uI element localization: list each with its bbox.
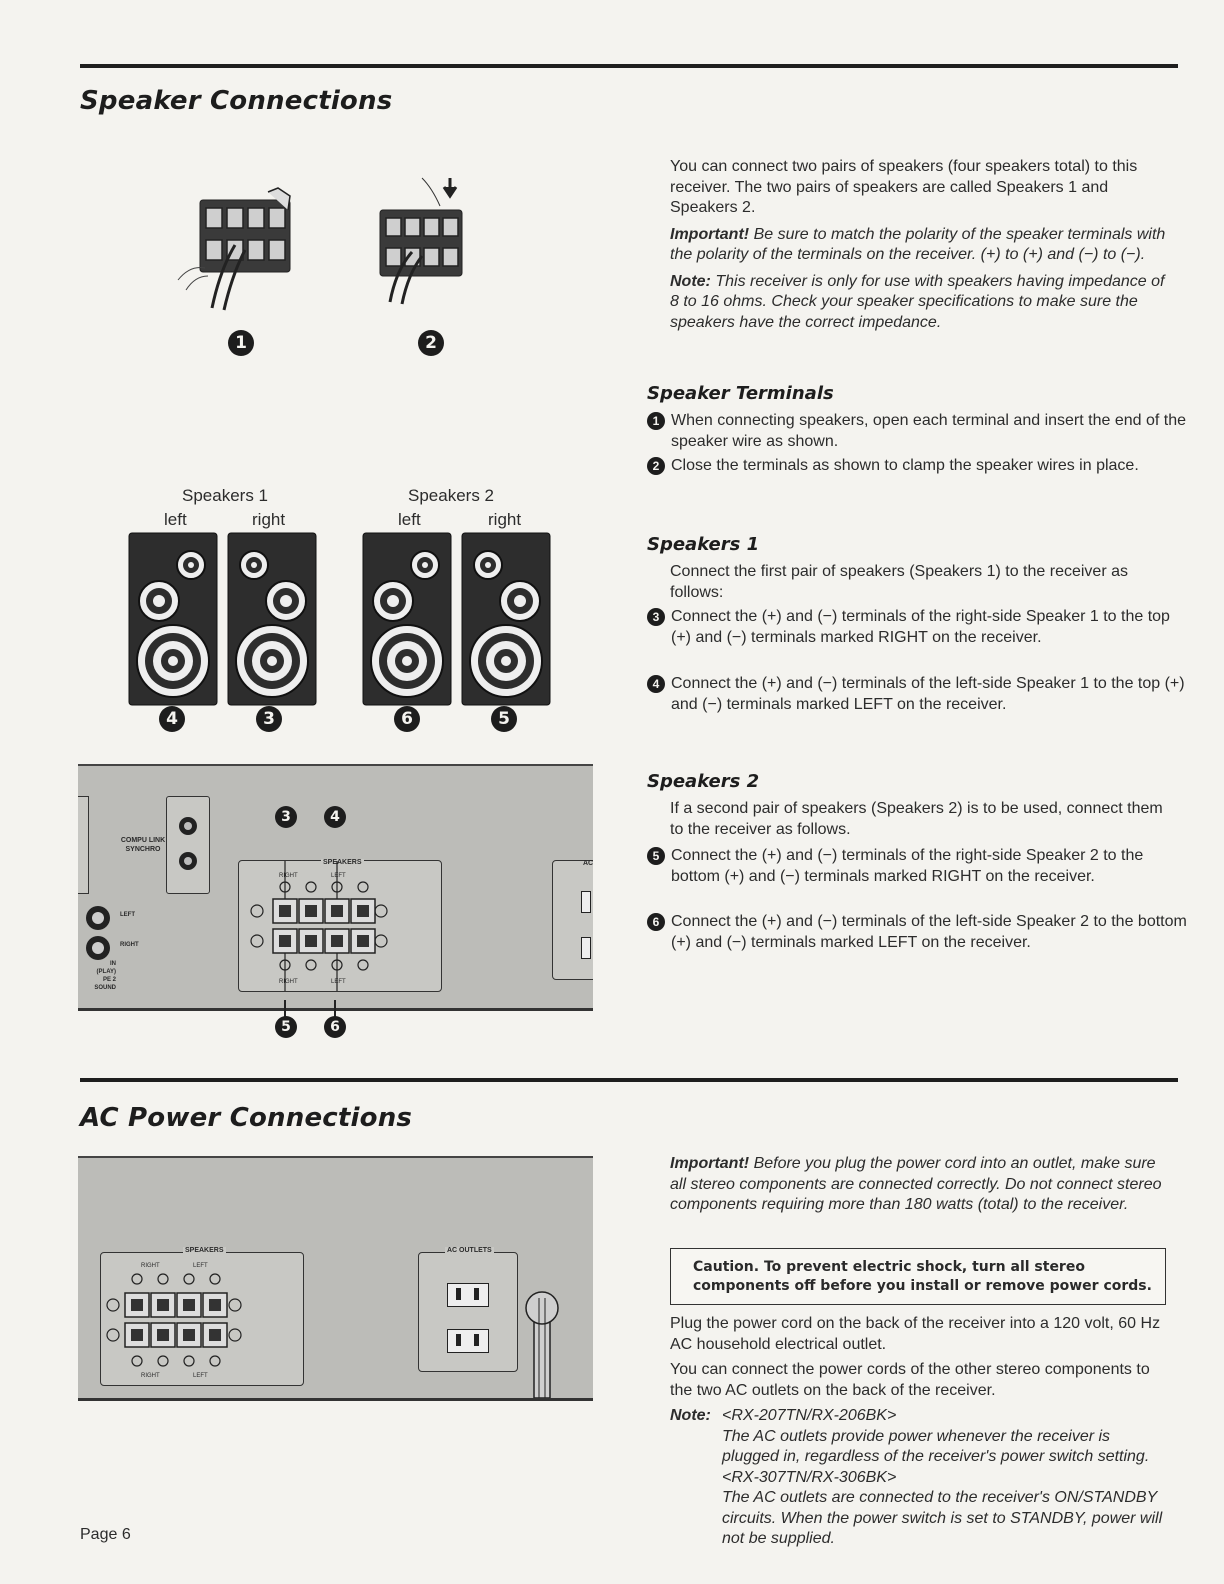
terminal-right-label-bottom: RIGHT: [279, 979, 298, 985]
speaker-intro: You can connect two pairs of speakers (four speakers total) to this receiver. The two pairs of speakers are called Speakers 1 and Speakers 2. Important! Be sure to match the polarity of the speaker terminals with the polarity of the terminals on the receiver. (+) to (+) and (−) to (−). Note: This receiver is only for use with speakers having impedance of 8 to 16 ohms. Check your speaker specifications to make sure the speakers have the correct impedance.: [670, 157, 1166, 333]
impedance-note: Note: This receiver is only for use with speakers having impedance of 8 to 16 ohms. Check your speaker specifications to make sure the speakers have the correct impedance.: [670, 272, 1165, 331]
panel-left-edge: [78, 796, 89, 894]
ac-outlet-edge: AC: [552, 860, 593, 980]
ac-note-body: <RX-207TN/RX-206BK> The AC outlets provide power whenever the receiver is plugged in, regardless of the receiver's power switch setting. <RX-307TN/RX-306BK> The AC outlets are connected to the receiver's ON/STANDBY circuits. When the power switch is set to STANDBY, power will not be supplied.: [722, 1407, 1163, 1547]
heading-speaker-terminals: Speaker Terminals: [647, 383, 834, 404]
section-title-ac-power: AC Power Connections: [80, 1103, 413, 1133]
ac-para-1: Plug the power cord on the back of the receiver into a 120 volt, 60 Hz AC household electrical outlet.: [670, 1315, 1161, 1353]
terminal-left-label-ac-bottom: LEFT: [193, 1373, 208, 1379]
callout-2: 2: [418, 330, 444, 356]
callout-5: 5: [491, 706, 517, 732]
step-5: 5 Connect the (+) and (−) terminals of the right-side Speaker 2 to the bottom (+) and (−) terminals marked RIGHT on the receiver.: [647, 846, 1191, 887]
outlet-2: [447, 1329, 489, 1353]
terminal-right-label-ac: RIGHT: [141, 1263, 160, 1269]
important-note: Important! Be sure to match the polarity of the speaker terminals with the polarity of the terminals on the receiver. (+) to (+) and (−) to (−).: [670, 225, 1166, 263]
receiver-back-panel-ac: [78, 1156, 593, 1401]
speaker-left-label: left: [398, 510, 421, 529]
tape-in-label: IN (PLAY) PE 2 SOUND: [94, 961, 116, 991]
page-number: Page 6: [80, 1526, 131, 1543]
compu-link-label: COMPU LINK SYNCHRO: [120, 837, 166, 853]
speaker-right-label: right: [488, 510, 522, 529]
rca-right-label: RIGHT: [120, 942, 139, 948]
callout-1: 1: [228, 330, 254, 356]
ac-note-label: Note:: [670, 1407, 711, 1424]
outlet-1: [447, 1283, 489, 1307]
speakers-panel-label-ac: SPEAKERS: [185, 1247, 224, 1254]
speakers-illustration: [128, 532, 552, 708]
callout-3: 3: [256, 706, 282, 732]
mid-rule: [80, 1078, 1178, 1082]
callout-5-panel: 5: [275, 1016, 297, 1038]
step-4: 4 Connect the (+) and (−) terminals of the left-side Speaker 1 to the top (+) and (−) terminals marked LEFT on the receiver.: [647, 674, 1191, 715]
callout-3-panel: 3: [275, 806, 297, 828]
speaker-left-label: left: [164, 510, 187, 529]
speakers1-intro: Connect the first pair of speakers (Speakers 1) to the receiver as follows:: [670, 563, 1128, 601]
callout-4: 4: [159, 706, 185, 732]
terminal-right-label: RIGHT: [279, 873, 298, 879]
power-cord: [522, 1290, 562, 1398]
heading-speakers-1: Speakers 1: [647, 534, 760, 555]
speaker-right-label: right: [252, 510, 286, 529]
rca-left-label: LEFT: [120, 912, 135, 918]
caution-box: Caution. To prevent electric shock, turn all stereo components off before you install or remove power cords.: [670, 1248, 1166, 1305]
ac-outlets-panel: [418, 1247, 518, 1372]
speakers2-label: Speakers 2: [408, 486, 494, 505]
ac-outlets-label: AC OUTLETS: [447, 1247, 492, 1254]
terminal-left-label-bottom: LEFT: [331, 979, 346, 985]
ac-important: Important! Before you plug the power cord into an outlet, make sure all stereo components are connected correctly. Do not connect stereo components requiring more than 180 watts (total) to the receiver.: [670, 1155, 1162, 1213]
speaker-terminal-panel: [238, 860, 442, 992]
step-6: 6 Connect the (+) and (−) terminals of the left-side Speaker 2 to the bottom (+) and (−) terminals marked LEFT on the receiver.: [647, 912, 1191, 953]
terminal-left-label: LEFT: [331, 873, 346, 879]
speakers-panel-label: SPEAKERS: [323, 859, 362, 866]
step-1: 1 When connecting speakers, open each terminal and insert the end of the speaker wire as shown.: [647, 411, 1191, 452]
callout-6: 6: [394, 706, 420, 732]
compu-link-jacks: [166, 796, 210, 894]
speakers1-label: Speakers 1: [182, 486, 268, 505]
step-2: 2 Close the terminals as shown to clamp the speaker wires in place.: [647, 456, 1191, 477]
speaker-terminal-panel-ac: [100, 1247, 304, 1386]
step-3: 3 Connect the (+) and (−) terminals of the right-side Speaker 1 to the top (+) and (−) terminals marked RIGHT on the receiver.: [647, 607, 1191, 648]
section-title-speaker-connections: Speaker Connections: [80, 86, 393, 116]
heading-speakers-2: Speakers 2: [647, 771, 760, 792]
terminal-illustration: [150, 170, 510, 360]
terminal-left-label-ac: LEFT: [193, 1263, 208, 1269]
callout-6-panel: 6: [324, 1016, 346, 1038]
terminal-right-label-ac-bottom: RIGHT: [141, 1373, 160, 1379]
callout-4-panel: 4: [324, 806, 346, 828]
top-rule: [80, 64, 1178, 68]
speakers2-intro: If a second pair of speakers (Speakers 2) is to be used, connect them to the receiver as follows.: [670, 800, 1163, 838]
receiver-back-panel: [78, 764, 593, 1011]
ac-para-2: You can connect the power cords of the other stereo components to the two AC outlets on the back of the receiver.: [670, 1361, 1150, 1399]
